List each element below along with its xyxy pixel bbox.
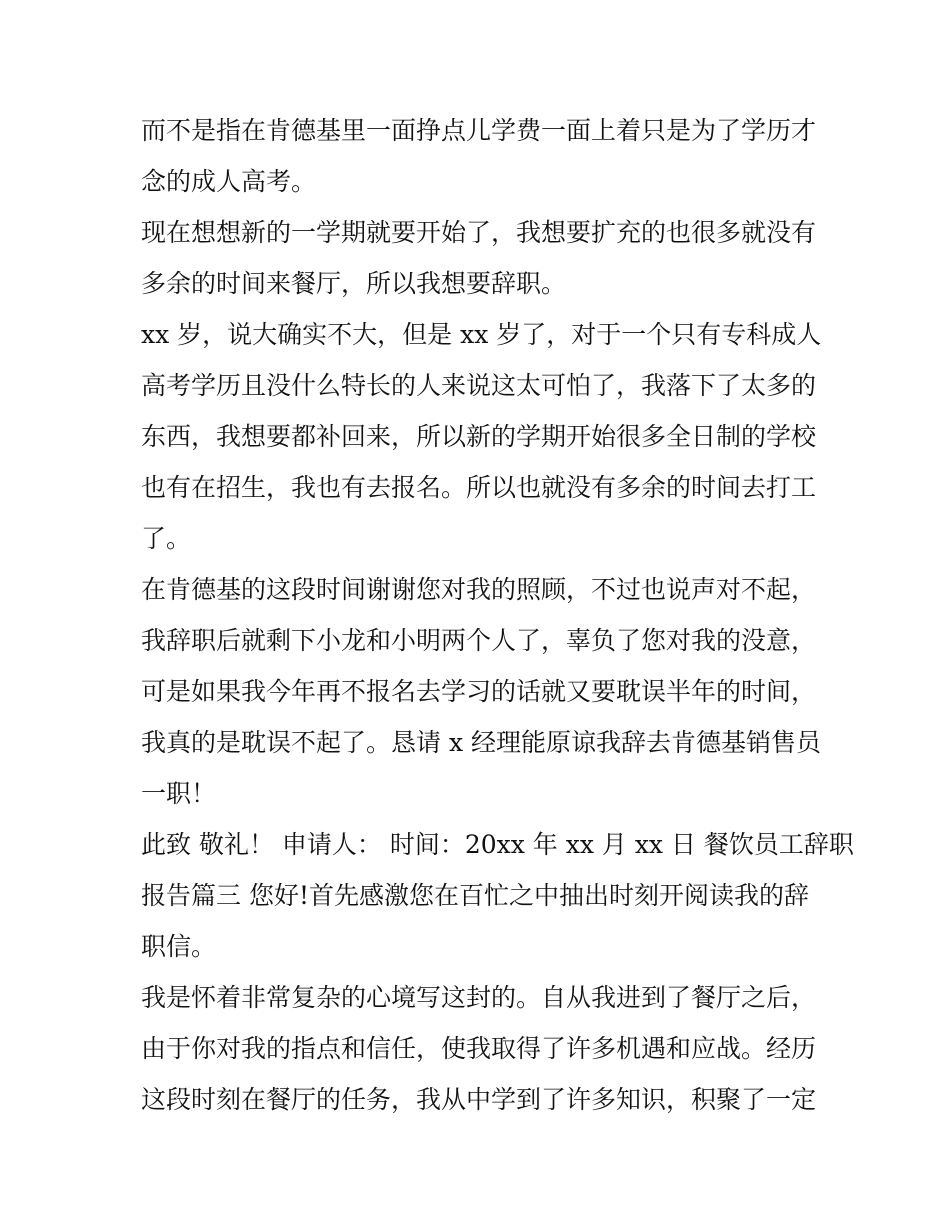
text-line: 在肯德基的这段时间谢谢您对我的照顾，不过也说声对不起，: [141, 575, 817, 604]
text-line: 职信。: [141, 932, 217, 961]
paragraph-3: [141, 309, 822, 564]
text-line: 我是怀着非常复杂的心境写这封的。自从我进到了餐厅之后，: [141, 983, 817, 1012]
paragraph-4: [141, 564, 821, 819]
text-line: 东西，我想要都补回来，所以新的学期开始很多全日制的学校: [141, 422, 817, 451]
paragraph-6: [141, 972, 817, 1125]
text-line: 我真的是耽误不起了。恳请 x 经理能原谅我辞去肯德基销售员: [141, 728, 821, 757]
text-line: 此致 敬礼！ 申请人： 时间：20xx 年 xx 月 xx 日 餐饮员工辞职: [141, 830, 854, 859]
paragraph-2: [141, 207, 817, 309]
text-line: 一职！: [141, 779, 217, 808]
text-line: 高考学历且没什么特长的人来说这太可怕了，我落下了太多的: [141, 371, 817, 400]
paragraph-5: [141, 819, 854, 972]
text-line: 了。: [141, 524, 192, 553]
text-line: 多余的时间来餐厅，所以我想要辞职。: [141, 269, 567, 298]
text-line: 我辞职后就剩下小龙和小明两个人了，辜负了您对我的没意，: [141, 626, 817, 655]
text-line: 由于你对我的指点和信任，使我取得了许多机遇和应战。经历: [141, 1034, 817, 1063]
paragraph-1: [141, 105, 817, 207]
document-body: [141, 105, 854, 1125]
text-line: 可是如果我今年再不报名去学习的话就又要耽误半年的时间，: [141, 677, 817, 706]
text-line: 也有在招生，我也有去报名。所以也就没有多余的时间去打工: [141, 473, 817, 502]
text-line: 报告篇三 您好!首先感激您在百忙之中抽出时刻开阅读我的辞: [141, 881, 809, 910]
text-line: 而不是指在肯德基里一面挣点儿学费一面上着只是为了学历才: [141, 116, 817, 145]
text-line: xx 岁，说大确实不大，但是 xx 岁了，对于一个只有专科成人: [141, 320, 822, 349]
text-line: 这段时刻在餐厅的任务，我从中学到了许多知识，积聚了一定: [141, 1085, 817, 1114]
text-line: 念的成人高考。: [141, 167, 317, 196]
text-line: 现在想想新的一学期就要开始了，我想要扩充的也很多就没有: [141, 218, 817, 247]
